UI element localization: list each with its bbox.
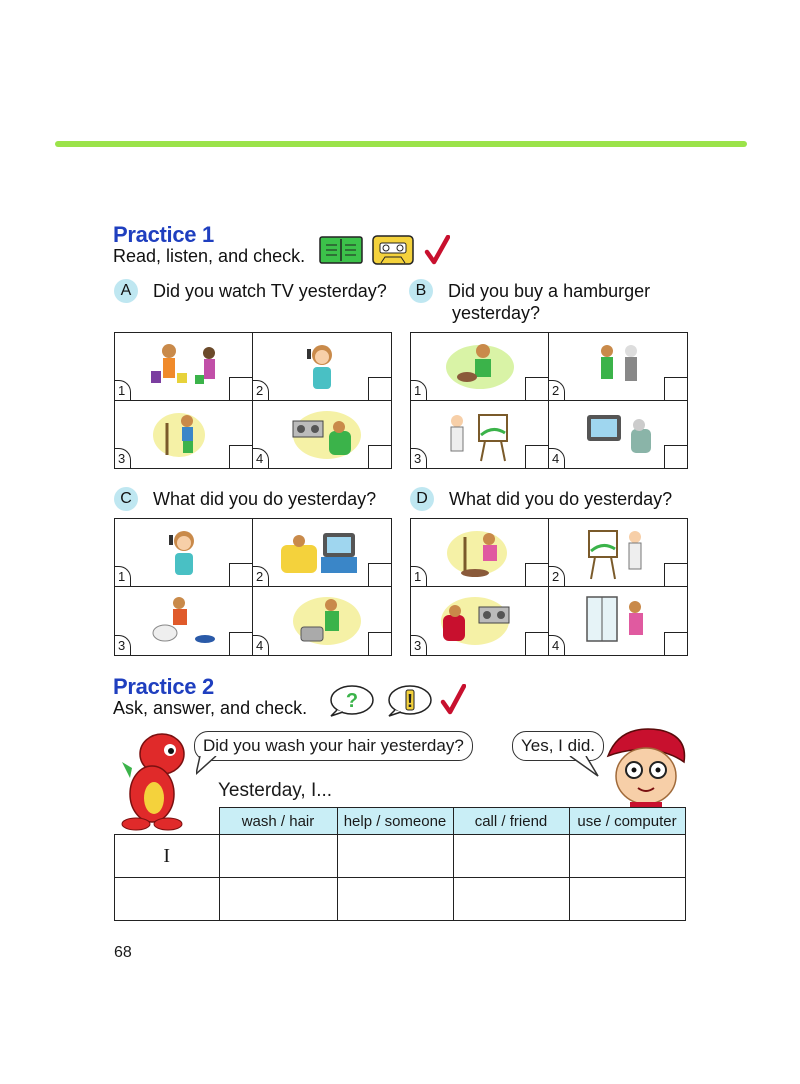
- section-d-question: What did you do yesterday?: [449, 489, 673, 509]
- check-cell[interactable]: [453, 878, 569, 921]
- grid-d-cell-2: [549, 519, 687, 587]
- cassette-icon: [372, 235, 414, 265]
- grid-c: [114, 518, 392, 656]
- check-box[interactable]: [664, 632, 687, 655]
- checkmark-icon: [440, 684, 466, 716]
- girl-listening-music-picture: [435, 591, 525, 651]
- grid-c-cell-3: [115, 587, 253, 655]
- column-header: wash / hair: [219, 808, 337, 835]
- check-cell[interactable]: [337, 835, 453, 878]
- book-icon: [319, 236, 363, 264]
- check-box[interactable]: [525, 563, 548, 586]
- grid-a: [114, 332, 392, 469]
- svg-text:?: ?: [345, 690, 359, 712]
- section-a-letter: A: [114, 279, 138, 303]
- grid-a-cell-1: [115, 333, 253, 401]
- column-header: call / friend: [453, 808, 569, 835]
- cell-number: 3: [411, 448, 427, 468]
- check-box[interactable]: [664, 563, 687, 586]
- cell-number: 3: [115, 448, 131, 468]
- cell-number: 4: [549, 635, 565, 655]
- boy-with-glasses-character: [600, 726, 690, 810]
- check-cell[interactable]: [219, 878, 337, 921]
- cell-number: 4: [253, 448, 269, 468]
- check-cell[interactable]: [569, 835, 685, 878]
- grid-c-cell-4: [253, 587, 391, 655]
- helping-old-man-picture: [573, 337, 663, 397]
- svg-text:!: !: [407, 691, 413, 711]
- check-box[interactable]: [368, 563, 391, 586]
- cell-number: 1: [115, 566, 131, 586]
- girl-on-phone-picture: [139, 523, 229, 583]
- practice-1-title: Practice 1: [113, 222, 214, 247]
- cell-number: 2: [549, 566, 565, 586]
- check-box[interactable]: [229, 632, 252, 655]
- painting-easel-picture: [573, 523, 663, 583]
- speech-bubble-tail: [196, 756, 226, 776]
- checkmark-icon: [424, 235, 450, 265]
- grid-d: [410, 518, 688, 656]
- section-b-letter: B: [409, 279, 433, 303]
- grid-d-cell-1: [411, 519, 549, 587]
- grid-a-cell-4: [253, 401, 391, 469]
- table-row: [115, 878, 686, 921]
- check-cell[interactable]: [219, 835, 337, 878]
- cell-number: 2: [253, 566, 269, 586]
- check-box[interactable]: [525, 632, 548, 655]
- check-box[interactable]: [368, 445, 391, 468]
- cell-number: 3: [115, 635, 131, 655]
- section-c-question: What did you do yesterday?: [153, 489, 377, 509]
- speech-bubble-question: Did you wash your hair yesterday?: [194, 731, 473, 761]
- practice-2-title: Practice 2: [113, 674, 214, 699]
- check-box[interactable]: [368, 377, 391, 400]
- painting-easel-picture: [435, 405, 525, 465]
- girl-cleaning-window-picture: [573, 591, 663, 651]
- check-cell[interactable]: [569, 878, 685, 921]
- section-b-question-line1: Did you buy a hamburger: [448, 281, 651, 301]
- watching-tv-picture: [277, 523, 367, 583]
- man-watching-tv-picture: [573, 405, 663, 465]
- check-box[interactable]: [664, 445, 687, 468]
- shopping-bags-picture: [139, 337, 229, 397]
- question-bubble-icon: [327, 684, 375, 718]
- cell-number: 4: [549, 448, 565, 468]
- cell-number: 1: [411, 380, 427, 400]
- grid-d-cell-4: [549, 587, 687, 655]
- section-a-question: Did you watch TV yesterday?: [153, 281, 387, 301]
- grid-b-cell-1: [411, 333, 549, 401]
- section-d-letter: D: [410, 487, 434, 511]
- cell-number: 2: [549, 380, 565, 400]
- table-row: [115, 835, 686, 878]
- girl-on-phone-picture: [277, 337, 367, 397]
- check-cell[interactable]: [453, 835, 569, 878]
- grid-c-cell-2: [253, 519, 391, 587]
- grid-b-cell-3: [411, 401, 549, 469]
- section-c-letter: C: [114, 487, 138, 511]
- grid-a-cell-2: [253, 333, 391, 401]
- yesterday-label: Yesterday, I...: [218, 780, 333, 801]
- decorative-green-rule: [55, 141, 747, 147]
- boy-washing-dog-picture: [139, 591, 229, 651]
- check-cell[interactable]: [337, 878, 453, 921]
- exclamation-bubble-icon: [385, 684, 433, 718]
- column-header: help / someone: [337, 808, 453, 835]
- girl-listening-music-picture: [277, 405, 367, 465]
- grid-d-cell-3: [411, 587, 549, 655]
- page-number: 68: [114, 944, 132, 961]
- practice-1-instruction: Read, listen, and check.: [113, 246, 306, 266]
- check-box[interactable]: [664, 377, 687, 400]
- check-box[interactable]: [525, 377, 548, 400]
- cell-number: 2: [253, 380, 269, 400]
- boy-planting-tree-picture: [139, 405, 229, 465]
- check-box[interactable]: [229, 563, 252, 586]
- survey-table: [114, 807, 686, 921]
- check-box[interactable]: [229, 377, 252, 400]
- girl-planting-tree-picture: [435, 523, 525, 583]
- girl-cooking-picture: [435, 337, 525, 397]
- cell-number: 3: [411, 635, 427, 655]
- grid-b-cell-4: [549, 401, 687, 469]
- speech-bubble-answer: Yes, I did.: [512, 731, 604, 761]
- grid-b: [410, 332, 688, 469]
- check-box[interactable]: [229, 445, 252, 468]
- grid-c-cell-1: [115, 519, 253, 587]
- row-label[interactable]: [115, 878, 220, 921]
- cell-number: 1: [411, 566, 427, 586]
- cell-number: 4: [253, 635, 269, 655]
- check-box[interactable]: [368, 632, 391, 655]
- table-corner: [115, 808, 220, 835]
- cell-number: 1: [115, 380, 131, 400]
- check-box[interactable]: [525, 445, 548, 468]
- practice-2-instruction: Ask, answer, and check.: [113, 698, 308, 718]
- grid-b-cell-2: [549, 333, 687, 401]
- column-header: use / computer: [569, 808, 685, 835]
- speech-bubble-tail: [566, 756, 600, 778]
- grid-a-cell-3: [115, 401, 253, 469]
- row-label: I: [115, 835, 220, 878]
- boy-cooking-picture: [277, 591, 367, 651]
- section-b-question-line2: yesterday?: [452, 303, 541, 323]
